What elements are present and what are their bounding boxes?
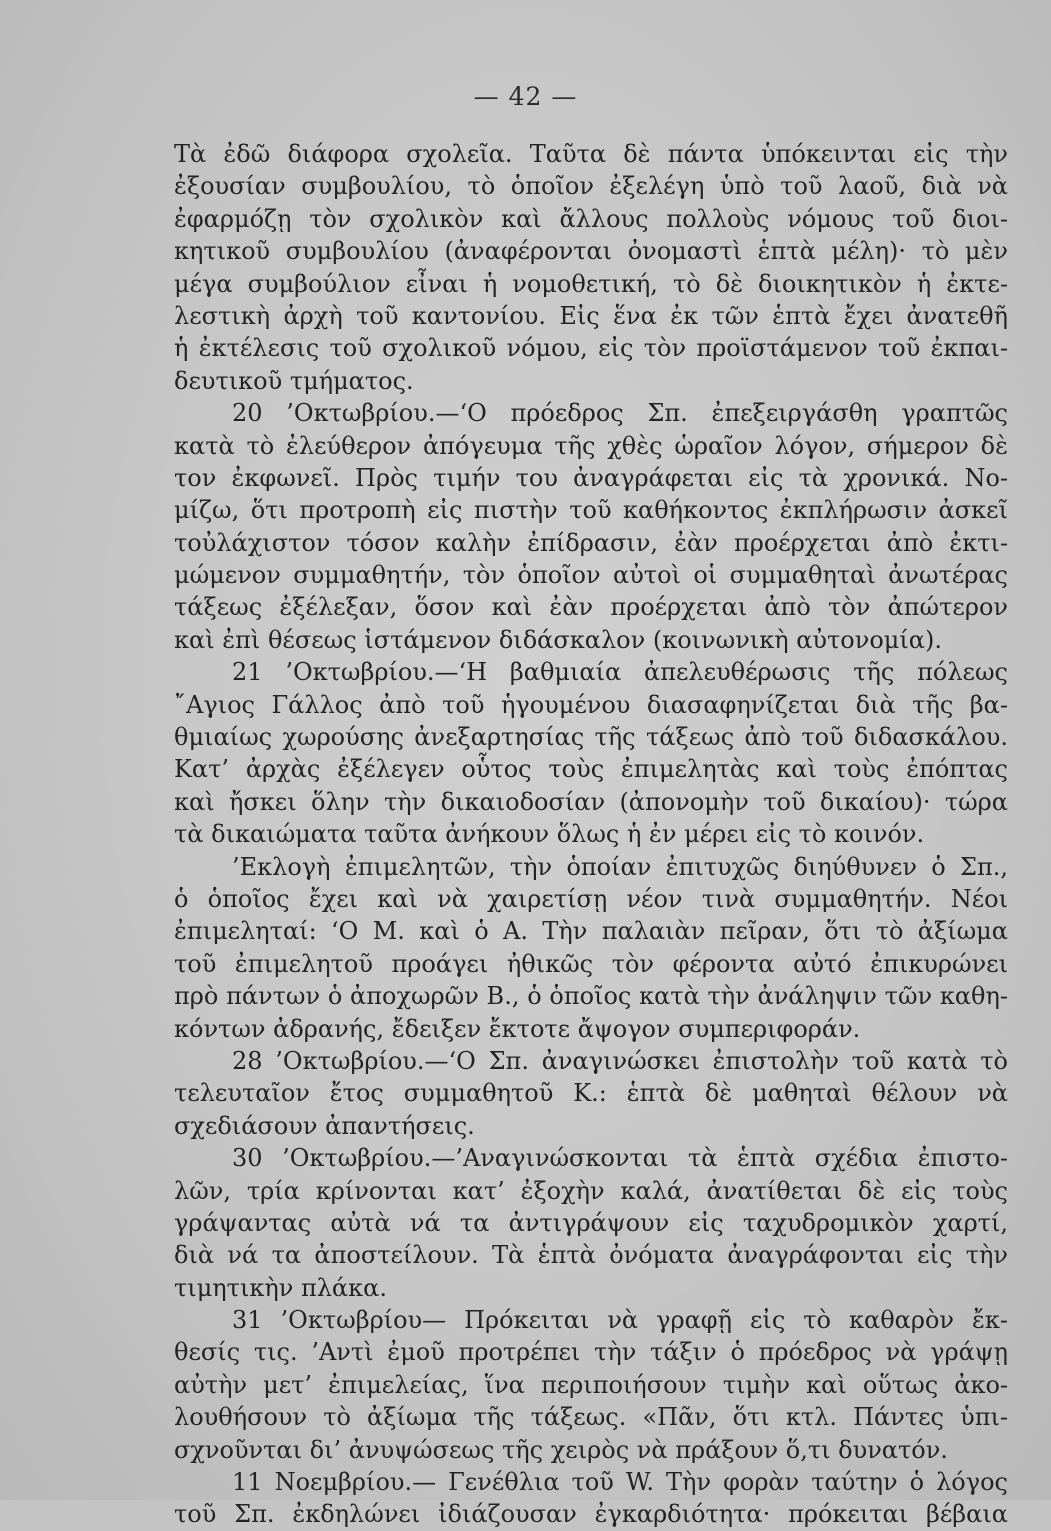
text-line: θεσίς τις. ’Αντὶ ἐμοῦ προτρέπει τὴν τάξιν ὁ πρόεδρος νὰ γράψῃ [174,1338,1008,1367]
text-line: ἐφαρμόζῃ τὸν σχολικὸν καὶ ἄλλους πολλοὺς νόμους τοῦ διοι- [174,204,1008,233]
text-line: λεστικὴ ἀρχὴ τοῦ καντονίου. Εἰς ἕνα ἐκ τῶν ἑπτὰ ἔχει ἀνατεθῆ [174,301,1008,330]
text-line: ἐπιμεληταί: ‘Ο Μ. καὶ ὁ Α. Τὴν παλαιὰν πεῖραν, ὅτι τὸ ἀξίωμα [174,917,1008,946]
text-line: μέγα συμβούλιον εἶναι ἡ νομοθετική, τὸ δὲ διοικητικὸν ἡ ἐκτε- [174,269,1008,298]
text-line: δευτικοῦ τμήματος. [174,366,414,395]
text-line: κατὰ τὸ ἐλεύθερον ἀπόγευμα τῆς χθὲς ὡραῖον λόγον, σήμερον δὲ [174,431,1008,460]
text-line: 31 ’Οκτωβρίου— Πρόκειται νὰ γραφῇ εἰς τὸ καθαρὸν ἔκ- [232,1306,1008,1335]
text-line: θμιαίως χωρούσης ἀνεξαρτησίας τῆς τάξεως ἀπὸ τοῦ διδασκάλου. [174,723,1008,752]
text-line: τον ἐκφωνεῖ. Πρὸς τιμήν του ἀναγράφεται εἰς τὰ χρονικά. Νο- [174,463,1008,492]
text-line: τὰ δικαιώματα ταῦτα ἀνήκουν ὅλως ἡ ἐν μέρει εἰς τὸ κοινόν. [174,820,925,849]
text-line: μίζω, ὅτι προτροπὴ εἰς πιστὴν τοῦ καθήκοντος ἐκπλήρωσιν ἀσκεῖ [174,496,1008,525]
text-line: διὰ νά τα ἀποστείλουν. Τὰ ἑπτὰ ὀνόματα ἀναγράφονται εἰς τὴν [174,1241,1008,1270]
text-line: μώμενον συμμαθητήν, τὸν ὁποῖον αὐτοὶ οἱ συμμαθηταὶ ἀνωτέρας [174,561,1008,590]
text-line: τοὐλάχιστον τόσον καλὴν ἐπίδρασιν, ἐὰν προέρχεται ἀπὸ ἐκτι- [174,528,1008,557]
text-line: 30 ’Οκτωβρίου.—’Αναγινώσκονται τὰ ἑπτὰ σχέδια ἐπιστο- [232,1144,1008,1173]
text-line: τοῦ ἐπιμελητοῦ προάγει ἠθικῶς τὸν φέροντα αὐτό ἐπικυρώνει [174,949,1008,978]
text-line: 11 Νοεμβρίου.— Γενέθλια τοῦ W. Τὴν φορὰν ταύτην ὁ λόγος [232,1468,1008,1497]
body-text [174,138,1008,1531]
text-line: κόντων ἀδρανής, ἔδειξεν ἔκτοτε ἄψογον συμπεριφοράν. [174,1014,861,1043]
text-line: κητικοῦ συμβουλίου (ἀναφέρονται ὀνομαστὶ ἑπτὰ μέλη)· τὸ μὲν [174,237,1008,266]
text-line: ῎Αγιος Γάλλος ἀπὸ τοῦ ἡγουμένου διασαφηνίζεται διὰ τῆς βα- [174,690,1008,719]
text-line: καὶ ἤσκει ὅλην τὴν δικαιοδοσίαν (ἀπονομὴν τοῦ δικαίου)· τώρα [174,787,1008,816]
text-line: Τὰ ἐδῶ διάφορα σχολεῖα. Ταῦτα δὲ πάντα ὑπόκεινται εἰς τὴν [174,140,1008,168]
text-line: ἡ ἐκτέλεσις τοῦ σχολικοῦ νόμου, εἰς τὸν προϊστάμενον τοῦ ἐκπαι- [174,334,1008,363]
text-line: λῶν, τρία κρίνονται κατ’ ἐξοχὴν καλά, ἀνατίθεται δὲ εἰς τοὺς [174,1176,1008,1205]
text-line: σχνοῦνται δι’ ἀνυψώσεως τῆς χειρὸς νὰ πράξουν ὅ,τι δυνατόν. [174,1435,948,1464]
text-line: σχεδιάσουν ἀπαντήσεις. [174,1111,475,1140]
text-line: γράψαντας αὐτὰ νά τα ἀντιγράψουν εἰς ταχυδρομικὸν χαρτί, [174,1208,1008,1237]
text-line: καὶ ἐπὶ θέσεως ἱστάμενον διδάσκαλον (κοινωνικὴ αὐτονομία). [174,625,942,654]
text-line: λουθήσουν τὸ ἀξίωμα τῆς τάξεως. «Πᾶν, ὅτι κτλ. Πάντες ὑπι- [174,1403,1008,1432]
text-line: αὐτὴν μετ’ ἐπιμελείας, ἵνα περιποιήσουν τιμὴν καὶ οὕτως ἀκο- [174,1370,1008,1399]
text-line: τάξεως ἐξέλεξαν, ὅσον καὶ ἐὰν προέρχεται ἀπὸ τὸν ἀπώτερον [174,593,1008,622]
text-line: ὁ ὁποῖος ἔχει καὶ νὰ χαιρετίσῃ νέον τινὰ συμμαθητήν. Νέοι [174,884,1008,913]
text-line: 28 ’Οκτωβρίου.—‘Ο Σπ. ἀναγινώσκει ἐπιστολὴν τοῦ κατὰ τὸ [232,1046,1008,1075]
text-line: τελευταῖον ἔτος συμμαθητοῦ Κ.: ἑπτὰ δὲ μαθηταὶ θέλουν νὰ [174,1079,1008,1108]
text-line: ’Εκλογὴ ἐπιμελητῶν, τὴν ὁποίαν ἐπιτυχῶς διηύθυνεν ὁ Σπ., [232,852,1008,881]
text-line: τιμητικὴν πλάκα. [174,1273,387,1302]
text-line: Κατ’ ἀρχὰς ἐξέλεγεν οὗτος τοὺς ἐπιμελητὰς καὶ τοὺς ἐπόπτας [174,755,1008,784]
text-line: πρὸ πάντων ὁ ἀποχωρῶν Β., ὁ ὁποῖος κατὰ τὴν ἀνάληψιν τῶν καθη- [174,982,1008,1011]
text-line: 21 ’Οκτωβρίου.—‘Η βαθμιαία ἀπελευθέρωσις τῆς πόλεως [232,658,1008,687]
page-number: — 42 — [473,82,578,111]
text-line: ἐξουσίαν συμβουλίου, τὸ ὁποῖον ἐξελέγη ὑπὸ τοῦ λαοῦ, διὰ νὰ [174,172,1008,201]
text-line: τοῦ Σπ. ἐκδηλώνει ἰδιάζουσαν ἐγκαρδιότητα· πρόκειται βέβαια [174,1500,1008,1529]
text-line: 20 ’Οκτωβρίου.—‘Ο πρόεδρος Σπ. ἐπεξειργάσθη γραπτῶς [232,399,1008,428]
